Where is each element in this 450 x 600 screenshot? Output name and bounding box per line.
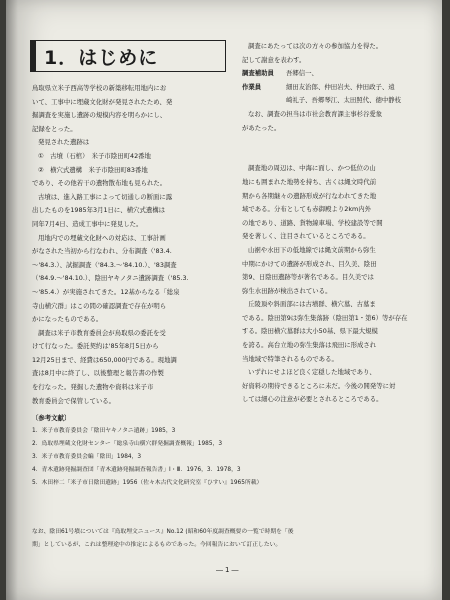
text-line: 査は8月中に終了し、以後整理と報告書の作製 [32, 369, 164, 378]
text-line: 掘調査を実施し遺跡の規模内容を明らかにし、 [32, 111, 167, 120]
text-line: （'84.9.〜'84.10.）、陰田ヤキノタニ遺跡調査（'85.3. [32, 274, 189, 283]
text-line: 寺山横穴群」はこの間の確認調査で存在が明ら [32, 301, 167, 310]
team-role: 作業員 [242, 82, 262, 91]
section-heading-box [30, 40, 226, 72]
text-line: 記して謝意を表わす。 [242, 55, 306, 64]
text-line: しては細心の注意が必要とされるところである。 [242, 395, 383, 404]
environment-paragraph [242, 162, 430, 407]
reference-item: 4．青木遺跡発掘調査団「青木遺跡発掘調査報告書」Ⅰ・Ⅲ．1976，3．1978，3 [32, 467, 241, 474]
text-line: 中期にかけての遺跡が形成され、目久美、陰田 [242, 259, 377, 268]
reference-item: 2．鳥取県埋蔵文化財センター「総泉寺山横穴群発掘調査概報」1985，3 [32, 441, 223, 448]
reference-item: 1．米子市教育委員会「陰田ヤキノタニ遺跡」1985，3 [32, 428, 176, 435]
spacer [242, 135, 430, 149]
text-line: 丘陵頂や斜面部には古墳群、横穴墓、古墓ま [248, 300, 376, 309]
text-line: 用地内での埋蔵文化財への対応は、工事計画 [38, 233, 166, 242]
page-number: ―1― [216, 566, 241, 574]
text-line: を誇る。高台立地の弥生集落は飛田に形成され [242, 341, 377, 350]
site-item: ② 横穴式遺構 米子市陰田町83番地 [38, 165, 148, 174]
text-line: を行なった。発掘した遺物や資料は米子市 [32, 383, 154, 392]
spacer [242, 149, 430, 163]
right-column [242, 40, 430, 407]
found-sites-label: 発見された遺跡は [38, 138, 90, 147]
text-line: 調査にあたっては次の方々の参加協力を得た。 [248, 42, 383, 50]
note-line: 期」としているが、これは整理途中の推定によるものであった。今回報告において訂正したい。 [32, 542, 282, 548]
text-line: 弥生水田跡が検出されている。 [242, 286, 332, 295]
site-item: ① 古墳（石棺） 米子市陰田町42番地 [38, 151, 151, 160]
text-line: 記録をとった。 [32, 124, 77, 133]
team-row [242, 94, 430, 108]
text-line: である。陰田第9は弥生集落跡（陰田第1・第6）等が存在 [242, 313, 408, 322]
text-line: であり、その他若干の遺物散布地も見られた。 [32, 179, 167, 188]
text-line: がなされた当初から行なわれ、分布調査（'83.4. [32, 247, 172, 256]
text-line: 発を著しく、注目されているところである。 [242, 232, 370, 241]
text-line: 調査地の周辺は、中海に面し、かつ低位の山 [248, 164, 376, 173]
text-line: 教育委員会で保管している。 [32, 396, 116, 405]
team-names: 細田友治郎、仲田岩夫、仲田政子、遠 [286, 82, 395, 91]
acknowledgement-paragraph [242, 40, 430, 67]
text-line: があたった。 [242, 123, 281, 132]
reference-list [32, 425, 263, 490]
text-line: 期から各期継々の遺跡形成が行なわれてきた地 [242, 191, 377, 200]
section-heading: 1．はじめに [44, 46, 159, 69]
references-title: 〔参考文献〕 [32, 414, 71, 423]
text-line: 第9、日陰田遺跡等が著名である。目久美では [242, 273, 374, 282]
text-line: の地であり、道路、貨物線車場、学校建設等で開 [242, 218, 383, 227]
text-line: 鳥取県立米子西高等学校の新築移転用地内にお [32, 84, 167, 92]
site-list [32, 150, 224, 177]
staff-paragraph [242, 108, 430, 135]
text-line: いて、工事中に埋蔵文化財が発見されたため、発 [32, 97, 173, 106]
text-line: 〜'84.3.）、試掘調査（'84.3.〜'84.10.）、'83調査 [32, 260, 177, 269]
body-paragraph [32, 177, 224, 408]
text-line: 古墳は、進入路工事によって切通しの断面に露 [38, 192, 173, 201]
intro-paragraph [32, 82, 224, 136]
reference-item: 5．木田梓二「米子市日陰田遺跡」1956（佐々木古代文化研究室『ひすい』1965所載） [32, 480, 263, 487]
text-line: けて行なった。委託契約は'85年8月5日から [32, 342, 159, 351]
note-line: なお、陰田61号墳については『鳥取埋文ニュース』No.12 (昭和60年度調査概要の一覧で時期を「後 [32, 529, 294, 535]
text-line: 地にも囲まれた地勢を持ち、古くは縄文時代前 [242, 177, 377, 186]
text-line: かになったものである。 [32, 315, 103, 324]
team-list [242, 67, 430, 108]
text-line: 同年7月4日、造成工事中に発見した。 [32, 219, 143, 228]
reference-item: 3．米子市教育委員会編「陰田」1984，3 [32, 454, 142, 461]
text-line: なお、調査の担当は市社会教育課主事杉谷愛象 [248, 109, 383, 118]
text-line: 好資料の期待できるところに未だ。今後の開発等に対 [242, 381, 396, 390]
team-names: 吾郷信一、 [286, 69, 318, 78]
reference-note [32, 526, 432, 552]
text-line: 山裾や水田下の低地線では縄文前期から弥生 [248, 245, 376, 254]
text-line: 調査は米子市教育委員会が鳥取県の委託を受 [38, 328, 166, 337]
text-line: 出したものを1985年3月1日に、横穴式遺構は [32, 206, 166, 215]
team-row [242, 81, 430, 95]
text-line: いずれにせよほど良く定穏した地域であり、 [248, 368, 376, 377]
team-row [242, 67, 430, 81]
text-line: 域である。分布としても赤御殿より2km内外 [242, 205, 372, 214]
text-line: する。陰田横穴墓群は大小50基、県下最大規模 [242, 327, 378, 336]
page-gutter-shadow [6, 0, 18, 600]
book-page [6, 0, 442, 600]
text-line: 〜'85.4.）が実施されてきた。12基からなる「総泉 [32, 287, 180, 296]
text-line: 当地域で特筆されるものである。 [242, 354, 338, 363]
team-names: 崎礼子、吾郷琴江、太田照代、徳中静枝 [286, 96, 402, 105]
text-line: 12月25日まで、経費は650,000円である。現地調 [32, 355, 177, 364]
team-role: 調査補助員 [242, 69, 274, 78]
